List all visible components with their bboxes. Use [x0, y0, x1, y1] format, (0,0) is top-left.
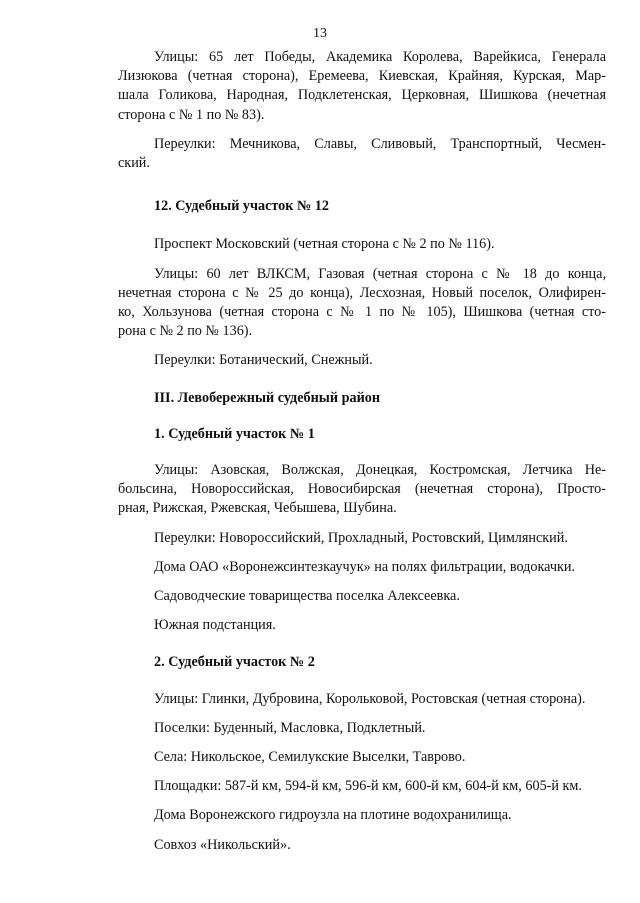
paragraph-lanes-section-12: Переулки: Ботанический, Снежный. [154, 352, 373, 369]
text-line: рона с № 2 по № 136). [118, 323, 253, 340]
paragraph-streets-section-11 [118, 48, 606, 125]
paragraph-prospect-section-12: Проспект Московский (четная сторона с № 2 по № 116). [154, 236, 495, 253]
paragraph-lanes-section-1: Переулки: Новороссийский, Прохладный, Ростовский, Цимлянский. [154, 529, 568, 546]
paragraph-sovkhoz-section-2: Совхоз «Никольский». [154, 836, 291, 853]
paragraph-platforms-section-2: Площадки: 587-й км, 594-й км, 596-й км, 600-й км, 604-й км, 605-й км. [154, 778, 582, 795]
section-heading-1: 1. Судебный участок № 1 [154, 425, 315, 442]
paragraph-substation-section-1: Южная подстанция. [154, 617, 276, 634]
paragraph-lanes-section-11 [118, 135, 606, 173]
paragraph-streets-section-2: Улицы: Глинки, Дубровина, Корольковой, Ростовская (четная сторона). [154, 690, 586, 707]
section-heading-12: 12. Судебный участок № 12 [154, 198, 329, 215]
paragraph-streets-section-12 [118, 265, 606, 342]
text-line: больсина, Новороссийская, Новосибирская (нечетная сторона), Просто- [118, 481, 606, 498]
district-heading: III. Левобережный судебный район [154, 389, 381, 406]
text-line: Переулки: Мечникова, Славы, Сливовый, Транспортный, Чесмен- [154, 135, 606, 152]
paragraph-gardening-section-1: Садоводческие товарищества поселка Алексеевка. [154, 588, 460, 605]
text-line: рная, Рижская, Ржевская, Чебышева, Шубина. [118, 500, 397, 517]
paragraph-settlements-section-2: Поселки: Буденный, Масловка, Подклетный. [154, 719, 426, 736]
paragraph-streets-section-1 [118, 461, 606, 519]
document-body [118, 48, 606, 855]
text-line: Улицы: 60 лет ВЛКСМ, Газовая (четная сторона с № 18 до конца, [154, 265, 606, 282]
text-line: сторона с № 1 по № 83). [118, 106, 265, 123]
text-line: ко, Хользунова (четная сторона с № 1 по № 105), Шишкова (четная сто- [118, 304, 606, 321]
text-line: Лизюкова (четная сторона), Еремеева, Киевская, Крайняя, Курская, Мар- [118, 68, 606, 85]
text-line: ский. [118, 155, 150, 172]
paragraph-houses-section-1: Дома ОАО «Воронежсинтезкаучук» на полях фильтрации, водокачки. [154, 558, 576, 575]
paragraph-villages-section-2: Села: Никольское, Семилукские Выселки, Таврово. [154, 749, 466, 766]
page-number: 13 [313, 26, 327, 41]
text-line: шала Голикова, Народная, Подклетенская, Церковная, Шишкова (нечетная [118, 87, 606, 104]
text-line: нечетная сторона с № 25 до конца), Лесхозная, Новый поселок, Олифирен- [118, 284, 606, 301]
paragraph-hydro-section-2: Дома Воронежского гидроузла на плотине водохранилища. [154, 807, 512, 824]
text-line: Улицы: 65 лет Победы, Академика Королева, Варейкиса, Генерала [154, 49, 606, 65]
text-line: Улицы: Азовская, Волжская, Донецкая, Костромская, Летчика Не- [154, 462, 606, 479]
section-heading-2: 2. Судебный участок № 2 [154, 654, 315, 671]
